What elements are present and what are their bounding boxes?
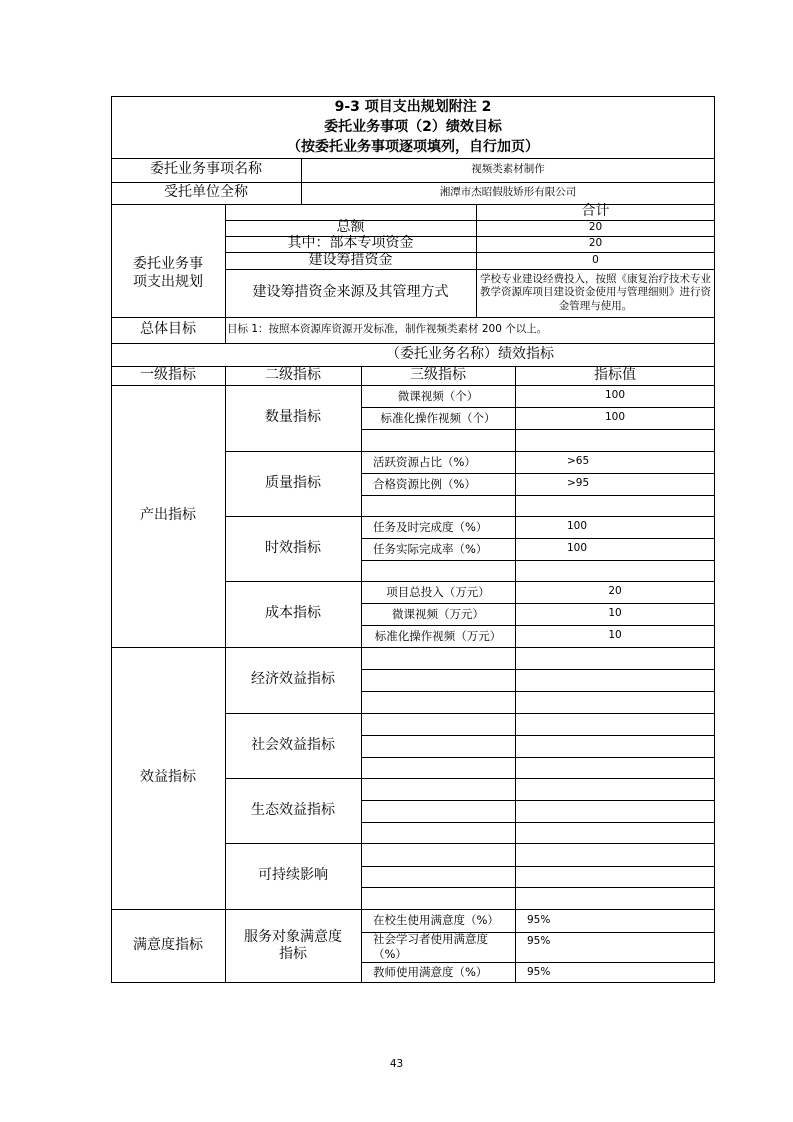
header-value: 指标值 <box>594 366 636 383</box>
social-benefit-label: 社会效益指标 <box>251 736 335 753</box>
sustainable-impact-label: 可持续影响 <box>258 867 328 884</box>
unit-name-value: 湘潭市杰昭假肢矫形有限公司 <box>439 186 577 199</box>
budget-section-label: 委托业务事 项支出规划 <box>133 256 203 290</box>
indicator-value: 100 <box>567 542 588 555</box>
fund-source-label: 建设筹措资金来源及其管理方式 <box>252 284 449 301</box>
indicator-value: 20 <box>608 585 622 598</box>
overall-goal-value: 目标 1：按照本资源库资源开发标准，制作视频类素材 200 个以上。 <box>227 323 548 336</box>
indicator-name: 活跃资源占比（%） <box>373 454 476 469</box>
performance-indicators-title: （委托业务名称）绩效指标 <box>386 345 554 362</box>
indicator-name: 微课视频（个） <box>397 388 479 403</box>
indicator-value: 100 <box>604 411 626 424</box>
matter-name-label: 委托业务事项名称 <box>150 161 262 178</box>
budget-special-fund-value: 20 <box>588 237 603 250</box>
budget-total-header: 合计 <box>581 203 610 220</box>
header-level1: 一级指标 <box>140 366 196 383</box>
unit-name-label: 受托单位全称 <box>164 184 248 201</box>
indicator-value: 100 <box>604 389 626 402</box>
indicator-name: 在校生使用满意度（%） <box>373 913 499 928</box>
performance-goal-form <box>111 96 715 983</box>
budget-raised-fund-value: 0 <box>592 253 599 266</box>
ecological-benefit-label: 生态效益指标 <box>251 801 335 818</box>
quantity-indicator-label: 数量指标 <box>265 409 321 426</box>
overall-goal-label: 总体目标 <box>140 321 196 338</box>
indicator-name: 标准化操作视频（万元） <box>374 628 502 643</box>
benefit-indicators-label: 效益指标 <box>140 769 196 786</box>
indicator-value: 10 <box>608 607 622 620</box>
budget-special-fund-label: 其中：部本专项资金 <box>287 235 414 252</box>
output-indicators-label: 产出指标 <box>140 507 196 524</box>
title-line-3: （按委托业务事项逐项填列，自行加页） <box>287 139 539 156</box>
quality-indicator-label: 质量指标 <box>265 474 321 491</box>
indicator-value: >65 <box>567 455 590 468</box>
indicator-value: 95% <box>527 913 551 926</box>
cost-indicator-label: 成本指标 <box>265 605 321 622</box>
indicator-name: 合格资源比例（%） <box>373 476 476 491</box>
header-level3: 三级指标 <box>410 366 466 383</box>
indicator-value: 95% <box>527 965 551 978</box>
satisfaction-indicators-label: 满意度指标 <box>133 937 203 954</box>
indicator-name: 任务实际完成率（%） <box>373 541 488 556</box>
timeliness-indicator-label: 时效指标 <box>265 539 321 556</box>
indicator-value: 100 <box>567 520 588 533</box>
indicator-value: 10 <box>608 629 622 642</box>
header-level2: 二级指标 <box>265 366 321 383</box>
indicator-name: 标准化操作视频（个） <box>380 410 496 425</box>
title-line-2: 委托业务事项（2）绩效目标 <box>324 119 502 136</box>
budget-raised-fund-label: 建设筹措资金 <box>308 251 393 268</box>
fund-source-value: 学校专业建设经费投入，按照《康复治疗技术专业教学资源库项目建设资金使用与管理细则》进行资金管理与使用。 <box>480 273 711 312</box>
budget-total-label: 总额 <box>336 219 365 236</box>
indicator-name: 项目总投入（万元） <box>386 584 490 599</box>
indicator-value: 95% <box>527 934 551 947</box>
matter-name-value: 视频类素材制作 <box>471 163 545 176</box>
page-number: 43 <box>389 1058 404 1070</box>
economic-benefit-label: 经济效益指标 <box>251 671 335 688</box>
service-satisfaction-label: 服务对象满意度 指标 <box>244 928 342 962</box>
indicator-name: 任务及时完成度（%） <box>373 519 488 534</box>
indicator-name: 教师使用满意度（%） <box>373 965 488 980</box>
indicator-name: 微课视频（万元） <box>392 606 484 621</box>
indicator-name: 社会学习者使用满意度 （%） <box>373 932 488 961</box>
title-line-1: 9-3 项目支出规划附注 2 <box>334 99 492 116</box>
budget-total-value: 20 <box>588 221 603 234</box>
indicator-value: >95 <box>567 477 590 490</box>
